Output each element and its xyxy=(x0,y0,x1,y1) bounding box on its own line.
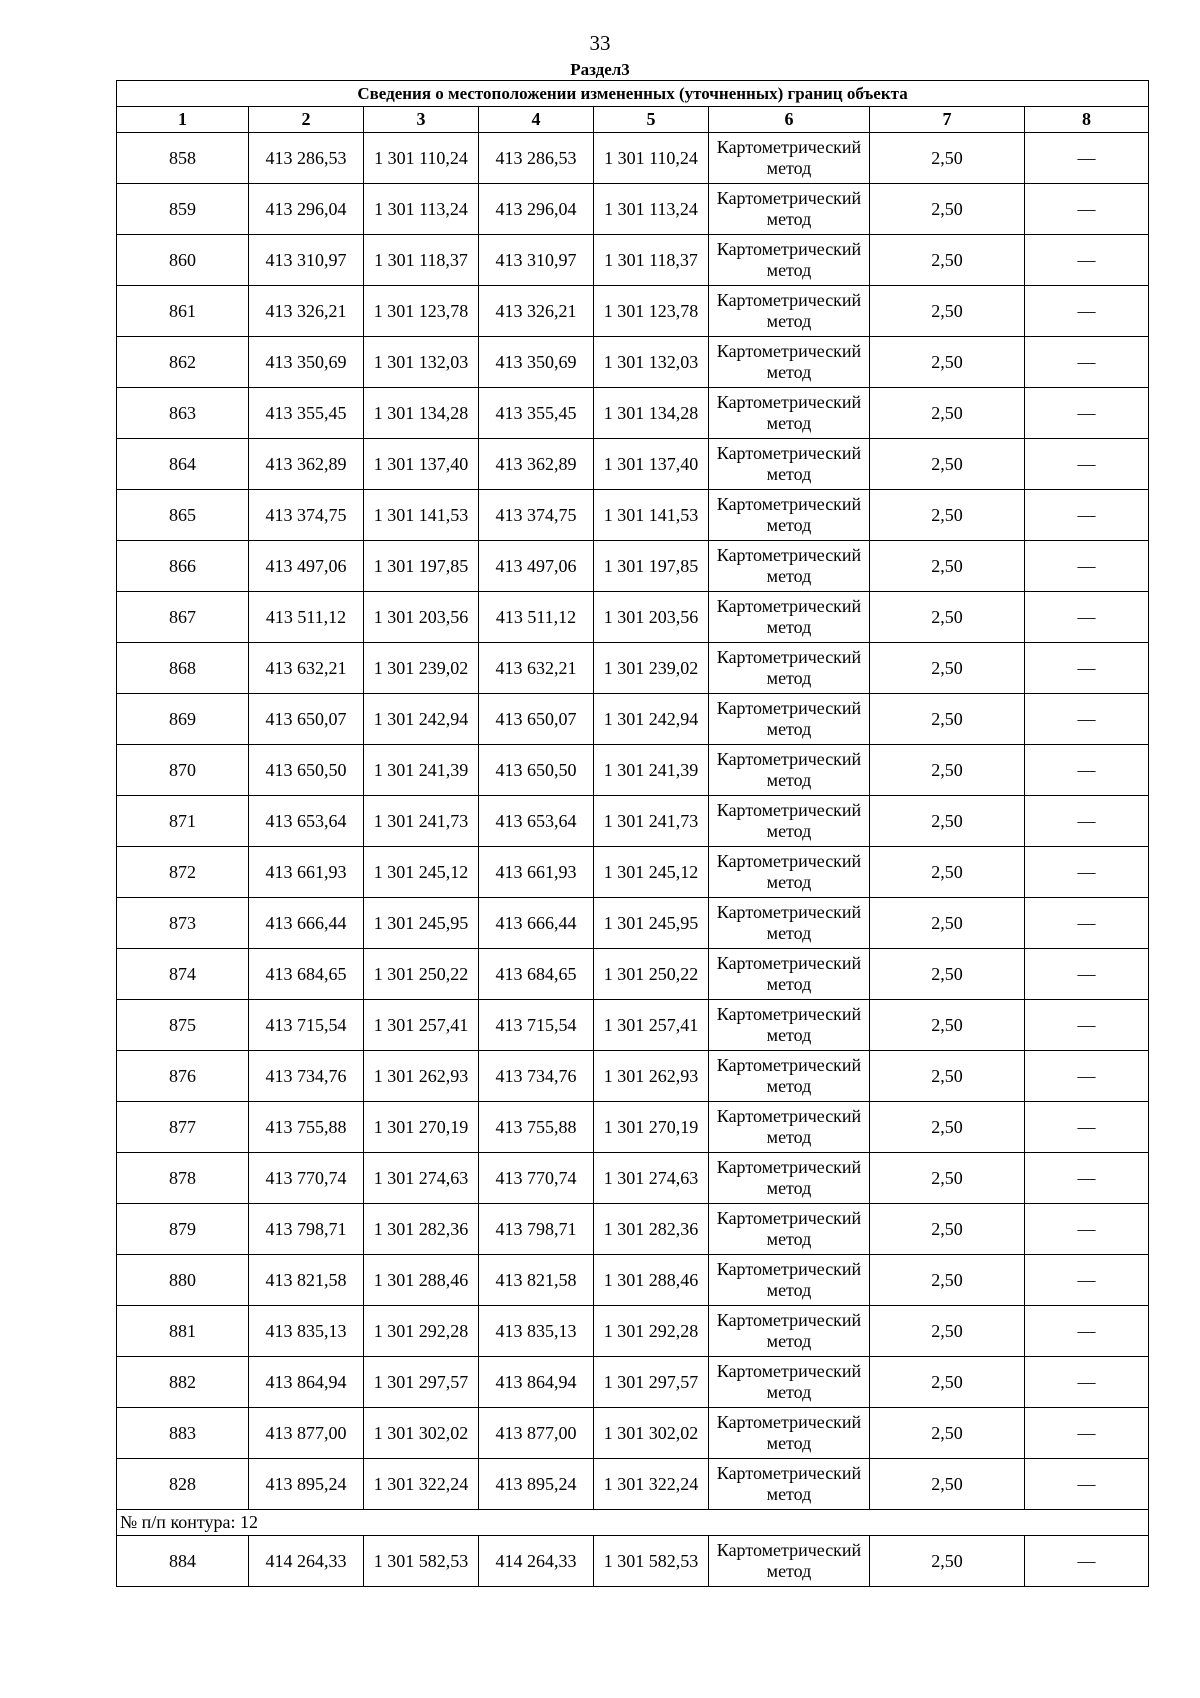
table-cell-col-7: 2,50 xyxy=(870,286,1025,337)
table-row xyxy=(117,184,1149,235)
table-row xyxy=(117,490,1149,541)
table-cell-col-6: Картометрический метод xyxy=(709,184,870,235)
table-cell-col-4: 413 653,64 xyxy=(479,796,594,847)
table-cell-col-8: — xyxy=(1025,1357,1149,1408)
table-cell-col-4: 413 755,88 xyxy=(479,1102,594,1153)
column-header-6: 6 xyxy=(709,107,870,133)
table-cell-col-6: Картометрический метод xyxy=(709,1204,870,1255)
table-cell-col-5: 1 301 245,95 xyxy=(594,898,709,949)
table-cell-col-1: 870 xyxy=(117,745,249,796)
table-cell-col-7: 2,50 xyxy=(870,184,1025,235)
table-cell-col-7: 2,50 xyxy=(870,694,1025,745)
table-cell-col-8: — xyxy=(1025,490,1149,541)
table-cell-col-5: 1 301 297,57 xyxy=(594,1357,709,1408)
table-cell-col-4: 413 374,75 xyxy=(479,490,594,541)
table-cell-col-2: 413 350,69 xyxy=(249,337,364,388)
table-cell-col-4: 413 362,89 xyxy=(479,439,594,490)
table-cell-col-4: 413 661,93 xyxy=(479,847,594,898)
table-cell-col-3: 1 301 132,03 xyxy=(364,337,479,388)
column-header-3: 3 xyxy=(364,107,479,133)
table-cell-col-5: 1 301 118,37 xyxy=(594,235,709,286)
table-cell-col-5: 1 301 137,40 xyxy=(594,439,709,490)
table-row xyxy=(117,286,1149,337)
table-cell-col-4: 413 497,06 xyxy=(479,541,594,592)
table-caption: Сведения о местоположении измененных (уточненных) границ объекта xyxy=(117,81,1149,107)
table-cell-col-7: 2,50 xyxy=(870,439,1025,490)
table-cell-col-4: 413 511,12 xyxy=(479,592,594,643)
column-header-1: 1 xyxy=(117,107,249,133)
table-cell-col-3: 1 301 245,95 xyxy=(364,898,479,949)
table-cell-col-2: 413 798,71 xyxy=(249,1204,364,1255)
table-row xyxy=(117,847,1149,898)
table-cell-col-2: 413 734,76 xyxy=(249,1051,364,1102)
table-cell-col-5: 1 301 302,02 xyxy=(594,1408,709,1459)
table-cell-col-5: 1 301 241,39 xyxy=(594,745,709,796)
table-cell-col-6: Картометрический метод xyxy=(709,1408,870,1459)
table-cell-col-3: 1 301 203,56 xyxy=(364,592,479,643)
table-cell-col-1: 881 xyxy=(117,1306,249,1357)
table-cell-col-2: 413 310,97 xyxy=(249,235,364,286)
table-cell-col-5: 1 301 123,78 xyxy=(594,286,709,337)
table-cell-col-3: 1 301 274,63 xyxy=(364,1153,479,1204)
table-cell-col-6: Картометрический метод xyxy=(709,1306,870,1357)
column-header-2: 2 xyxy=(249,107,364,133)
table-cell-col-7: 2,50 xyxy=(870,1536,1025,1587)
table-cell-col-1: 862 xyxy=(117,337,249,388)
table-cell-col-3: 1 301 242,94 xyxy=(364,694,479,745)
table-row xyxy=(117,1459,1149,1510)
table-cell-col-7: 2,50 xyxy=(870,898,1025,949)
table-cell-col-2: 413 326,21 xyxy=(249,286,364,337)
table-cell-col-6: Картометрический метод xyxy=(709,949,870,1000)
table-cell-col-8: — xyxy=(1025,133,1149,184)
page-number: 33 xyxy=(589,31,611,55)
table-cell-col-8: — xyxy=(1025,1153,1149,1204)
table-cell-col-7: 2,50 xyxy=(870,337,1025,388)
table-cell-col-6: Картометрический метод xyxy=(709,643,870,694)
column-header-8: 8 xyxy=(1025,107,1149,133)
table-cell-col-1: 882 xyxy=(117,1357,249,1408)
table-cell-col-3: 1 301 270,19 xyxy=(364,1102,479,1153)
table-cell-col-6: Картометрический метод xyxy=(709,592,870,643)
table-cell-col-2: 413 632,21 xyxy=(249,643,364,694)
table-cell-col-1: 875 xyxy=(117,1000,249,1051)
table-cell-col-8: — xyxy=(1025,694,1149,745)
table-row xyxy=(117,1153,1149,1204)
table-row xyxy=(117,1255,1149,1306)
table-cell-col-3: 1 301 141,53 xyxy=(364,490,479,541)
table-cell-col-4: 414 264,33 xyxy=(479,1536,594,1587)
table-cell-col-4: 413 821,58 xyxy=(479,1255,594,1306)
table-cell-col-7: 2,50 xyxy=(870,592,1025,643)
column-header-row xyxy=(117,107,1149,133)
table-cell-col-5: 1 301 582,53 xyxy=(594,1536,709,1587)
table-cell-col-5: 1 301 288,46 xyxy=(594,1255,709,1306)
table-cell-col-3: 1 301 257,41 xyxy=(364,1000,479,1051)
table-cell-col-6: Картометрический метод xyxy=(709,133,870,184)
table-cell-col-6: Картометрический метод xyxy=(709,286,870,337)
table-cell-col-6: Картометрический метод xyxy=(709,439,870,490)
table-cell-col-1: 858 xyxy=(117,133,249,184)
table-cell-col-7: 2,50 xyxy=(870,745,1025,796)
table-cell-col-8: — xyxy=(1025,1102,1149,1153)
table-cell-col-2: 413 755,88 xyxy=(249,1102,364,1153)
table-cell-col-3: 1 301 197,85 xyxy=(364,541,479,592)
table-body xyxy=(117,133,1149,1587)
table-cell-col-5: 1 301 322,24 xyxy=(594,1459,709,1510)
table-cell-col-8: — xyxy=(1025,847,1149,898)
table-cell-col-8: — xyxy=(1025,643,1149,694)
table-cell-col-3: 1 301 322,24 xyxy=(364,1459,479,1510)
table-cell-col-1: 867 xyxy=(117,592,249,643)
table-cell-col-6: Картометрический метод xyxy=(709,1459,870,1510)
table-row xyxy=(117,1357,1149,1408)
table-row xyxy=(117,1000,1149,1051)
table-cell-col-4: 413 770,74 xyxy=(479,1153,594,1204)
table-cell-col-1: 879 xyxy=(117,1204,249,1255)
table-cell-col-2: 413 653,64 xyxy=(249,796,364,847)
table-cell-col-3: 1 301 250,22 xyxy=(364,949,479,1000)
table-row xyxy=(117,592,1149,643)
table-cell-col-4: 413 895,24 xyxy=(479,1459,594,1510)
table-cell-col-3: 1 301 245,12 xyxy=(364,847,479,898)
table-cell-col-4: 413 798,71 xyxy=(479,1204,594,1255)
section-title: Раздел3 xyxy=(570,60,630,79)
table-row xyxy=(117,1408,1149,1459)
table-cell-col-2: 413 770,74 xyxy=(249,1153,364,1204)
table-cell-col-5: 1 301 245,12 xyxy=(594,847,709,898)
table-cell-col-2: 413 877,00 xyxy=(249,1408,364,1459)
table-cell-col-8: — xyxy=(1025,1408,1149,1459)
table-cell-col-1: 861 xyxy=(117,286,249,337)
table-cell-col-5: 1 301 292,28 xyxy=(594,1306,709,1357)
table-cell-col-6: Картометрический метод xyxy=(709,1000,870,1051)
table-cell-col-5: 1 301 113,24 xyxy=(594,184,709,235)
table-cell-col-2: 413 286,53 xyxy=(249,133,364,184)
table-row xyxy=(117,949,1149,1000)
table-row xyxy=(117,1306,1149,1357)
table-cell-col-7: 2,50 xyxy=(870,235,1025,286)
table-cell-col-3: 1 301 123,78 xyxy=(364,286,479,337)
table-cell-col-8: — xyxy=(1025,796,1149,847)
table-cell-col-7: 2,50 xyxy=(870,1306,1025,1357)
table-cell-col-8: — xyxy=(1025,1051,1149,1102)
table-cell-col-4: 413 286,53 xyxy=(479,133,594,184)
table-cell-col-1: 828 xyxy=(117,1459,249,1510)
table-cell-col-7: 2,50 xyxy=(870,949,1025,1000)
table-cell-col-8: — xyxy=(1025,388,1149,439)
table-cell-col-7: 2,50 xyxy=(870,1102,1025,1153)
table-cell-col-1: 866 xyxy=(117,541,249,592)
table-cell-col-2: 414 264,33 xyxy=(249,1536,364,1587)
table-cell-col-4: 413 877,00 xyxy=(479,1408,594,1459)
table-cell-col-5: 1 301 132,03 xyxy=(594,337,709,388)
table-cell-col-7: 2,50 xyxy=(870,1459,1025,1510)
table-cell-col-3: 1 301 118,37 xyxy=(364,235,479,286)
table-cell-col-3: 1 301 241,39 xyxy=(364,745,479,796)
table-row xyxy=(117,898,1149,949)
table-cell-col-6: Картометрический метод xyxy=(709,541,870,592)
column-header-5: 5 xyxy=(594,107,709,133)
table-cell-col-5: 1 301 242,94 xyxy=(594,694,709,745)
table-cell-col-3: 1 301 282,36 xyxy=(364,1204,479,1255)
table-cell-col-8: — xyxy=(1025,745,1149,796)
table-row xyxy=(117,796,1149,847)
table-row xyxy=(117,1204,1149,1255)
table-cell-col-6: Картометрический метод xyxy=(709,1536,870,1587)
table-cell-col-4: 413 835,13 xyxy=(479,1306,594,1357)
table-cell-col-3: 1 301 582,53 xyxy=(364,1536,479,1587)
table-cell-col-6: Картометрический метод xyxy=(709,1102,870,1153)
table-cell-col-3: 1 301 302,02 xyxy=(364,1408,479,1459)
table-cell-col-5: 1 301 203,56 xyxy=(594,592,709,643)
table-cell-col-7: 2,50 xyxy=(870,643,1025,694)
table-cell-col-1: 868 xyxy=(117,643,249,694)
table-row xyxy=(117,745,1149,796)
table-cell-col-8: — xyxy=(1025,1459,1149,1510)
table-cell-col-8: — xyxy=(1025,1000,1149,1051)
table-row xyxy=(117,235,1149,286)
table-row xyxy=(117,694,1149,745)
table-row xyxy=(117,1102,1149,1153)
table-cell-col-3: 1 301 113,24 xyxy=(364,184,479,235)
table-cell-col-4: 413 355,45 xyxy=(479,388,594,439)
table-cell-col-1: 860 xyxy=(117,235,249,286)
table-cell-col-6: Картометрический метод xyxy=(709,1051,870,1102)
table-cell-col-7: 2,50 xyxy=(870,847,1025,898)
table-cell-col-8: — xyxy=(1025,439,1149,490)
table-cell-col-2: 413 650,50 xyxy=(249,745,364,796)
table-cell-col-5: 1 301 282,36 xyxy=(594,1204,709,1255)
table-cell-col-5: 1 301 197,85 xyxy=(594,541,709,592)
table-cell-col-1: 859 xyxy=(117,184,249,235)
table-cell-col-7: 2,50 xyxy=(870,796,1025,847)
table-cell-col-3: 1 301 262,93 xyxy=(364,1051,479,1102)
contour-label: № п/п контура: 12 xyxy=(117,1510,1149,1536)
table-cell-col-3: 1 301 288,46 xyxy=(364,1255,479,1306)
table-cell-col-8: — xyxy=(1025,1255,1149,1306)
table-cell-col-1: 864 xyxy=(117,439,249,490)
table-cell-col-3: 1 301 292,28 xyxy=(364,1306,479,1357)
table-cell-col-2: 413 715,54 xyxy=(249,1000,364,1051)
table-cell-col-8: — xyxy=(1025,1536,1149,1587)
table-cell-col-5: 1 301 270,19 xyxy=(594,1102,709,1153)
table-cell-col-2: 413 362,89 xyxy=(249,439,364,490)
table-row xyxy=(117,133,1149,184)
table-cell-col-1: 880 xyxy=(117,1255,249,1306)
column-header-7: 7 xyxy=(870,107,1025,133)
table-cell-col-4: 413 650,07 xyxy=(479,694,594,745)
table-cell-col-4: 413 350,69 xyxy=(479,337,594,388)
table-cell-col-5: 1 301 141,53 xyxy=(594,490,709,541)
table-cell-col-4: 413 864,94 xyxy=(479,1357,594,1408)
table-cell-col-3: 1 301 134,28 xyxy=(364,388,479,439)
table-cell-col-8: — xyxy=(1025,541,1149,592)
table-row xyxy=(117,337,1149,388)
table-cell-col-4: 413 650,50 xyxy=(479,745,594,796)
table-cell-col-6: Картометрический метод xyxy=(709,745,870,796)
table-cell-col-4: 413 684,65 xyxy=(479,949,594,1000)
table-cell-col-5: 1 301 262,93 xyxy=(594,1051,709,1102)
boundary-coordinates-table xyxy=(116,80,1149,1587)
table-cell-col-6: Картометрический метод xyxy=(709,337,870,388)
table-cell-col-8: — xyxy=(1025,1204,1149,1255)
table-cell-col-7: 2,50 xyxy=(870,133,1025,184)
table-cell-col-2: 413 355,45 xyxy=(249,388,364,439)
table-cell-col-4: 413 296,04 xyxy=(479,184,594,235)
contour-row xyxy=(117,1510,1149,1536)
table-cell-col-2: 413 511,12 xyxy=(249,592,364,643)
table-cell-col-4: 413 632,21 xyxy=(479,643,594,694)
table-cell-col-8: — xyxy=(1025,235,1149,286)
table-row xyxy=(117,1051,1149,1102)
table-cell-col-1: 865 xyxy=(117,490,249,541)
table-cell-col-2: 413 895,24 xyxy=(249,1459,364,1510)
table-cell-col-6: Картометрический метод xyxy=(709,796,870,847)
column-header-4: 4 xyxy=(479,107,594,133)
table-cell-col-1: 873 xyxy=(117,898,249,949)
table-cell-col-3: 1 301 239,02 xyxy=(364,643,479,694)
table-cell-col-1: 876 xyxy=(117,1051,249,1102)
table-cell-col-3: 1 301 297,57 xyxy=(364,1357,479,1408)
table-cell-col-1: 871 xyxy=(117,796,249,847)
table-cell-col-1: 878 xyxy=(117,1153,249,1204)
table-row xyxy=(117,643,1149,694)
table-cell-col-3: 1 301 137,40 xyxy=(364,439,479,490)
table-cell-col-4: 413 326,21 xyxy=(479,286,594,337)
table-cell-col-8: — xyxy=(1025,286,1149,337)
table-cell-col-2: 413 497,06 xyxy=(249,541,364,592)
table-cell-col-1: 877 xyxy=(117,1102,249,1153)
table-cell-col-7: 2,50 xyxy=(870,1255,1025,1306)
table-cell-col-3: 1 301 110,24 xyxy=(364,133,479,184)
table-cell-col-8: — xyxy=(1025,592,1149,643)
table-cell-col-7: 2,50 xyxy=(870,1000,1025,1051)
table-cell-col-3: 1 301 241,73 xyxy=(364,796,479,847)
table-cell-col-2: 413 661,93 xyxy=(249,847,364,898)
table-cell-col-4: 413 310,97 xyxy=(479,235,594,286)
table-cell-col-8: — xyxy=(1025,1306,1149,1357)
table-cell-col-7: 2,50 xyxy=(870,1153,1025,1204)
table-cell-col-4: 413 666,44 xyxy=(479,898,594,949)
table-cell-col-2: 413 650,07 xyxy=(249,694,364,745)
table-cell-col-8: — xyxy=(1025,184,1149,235)
table-row xyxy=(117,1536,1149,1587)
table-cell-col-1: 884 xyxy=(117,1536,249,1587)
table-cell-col-5: 1 301 250,22 xyxy=(594,949,709,1000)
table-cell-col-2: 413 835,13 xyxy=(249,1306,364,1357)
table-cell-col-2: 413 666,44 xyxy=(249,898,364,949)
table-cell-col-6: Картометрический метод xyxy=(709,847,870,898)
table-cell-col-7: 2,50 xyxy=(870,1051,1025,1102)
table-cell-col-6: Картометрический метод xyxy=(709,235,870,286)
table-cell-col-7: 2,50 xyxy=(870,1357,1025,1408)
table-cell-col-1: 874 xyxy=(117,949,249,1000)
table-cell-col-2: 413 821,58 xyxy=(249,1255,364,1306)
table-cell-col-8: — xyxy=(1025,949,1149,1000)
table-cell-col-5: 1 301 134,28 xyxy=(594,388,709,439)
table-cell-col-8: — xyxy=(1025,337,1149,388)
table-cell-col-6: Картометрический метод xyxy=(709,388,870,439)
table-cell-col-6: Картометрический метод xyxy=(709,1357,870,1408)
table-cell-col-7: 2,50 xyxy=(870,490,1025,541)
table-cell-col-6: Картометрический метод xyxy=(709,898,870,949)
table-row xyxy=(117,388,1149,439)
table-cell-col-7: 2,50 xyxy=(870,1408,1025,1459)
table-cell-col-2: 413 684,65 xyxy=(249,949,364,1000)
table-cell-col-6: Картометрический метод xyxy=(709,1255,870,1306)
table-cell-col-5: 1 301 110,24 xyxy=(594,133,709,184)
table-cell-col-5: 1 301 239,02 xyxy=(594,643,709,694)
table-cell-col-6: Картометрический метод xyxy=(709,1153,870,1204)
table-cell-col-2: 413 864,94 xyxy=(249,1357,364,1408)
table-cell-col-5: 1 301 274,63 xyxy=(594,1153,709,1204)
table-row xyxy=(117,439,1149,490)
table-cell-col-5: 1 301 257,41 xyxy=(594,1000,709,1051)
table-cell-col-6: Картометрический метод xyxy=(709,490,870,541)
table-cell-col-1: 883 xyxy=(117,1408,249,1459)
table-cell-col-1: 863 xyxy=(117,388,249,439)
table-cell-col-7: 2,50 xyxy=(870,541,1025,592)
table-cell-col-5: 1 301 241,73 xyxy=(594,796,709,847)
table-cell-col-6: Картометрический метод xyxy=(709,694,870,745)
table-cell-col-4: 413 715,54 xyxy=(479,1000,594,1051)
table-cell-col-2: 413 296,04 xyxy=(249,184,364,235)
table-cell-col-1: 869 xyxy=(117,694,249,745)
table-row xyxy=(117,541,1149,592)
table-cell-col-7: 2,50 xyxy=(870,1204,1025,1255)
table-cell-col-7: 2,50 xyxy=(870,388,1025,439)
table-cell-col-4: 413 734,76 xyxy=(479,1051,594,1102)
table-cell-col-1: 872 xyxy=(117,847,249,898)
table-cell-col-2: 413 374,75 xyxy=(249,490,364,541)
table-cell-col-8: — xyxy=(1025,898,1149,949)
